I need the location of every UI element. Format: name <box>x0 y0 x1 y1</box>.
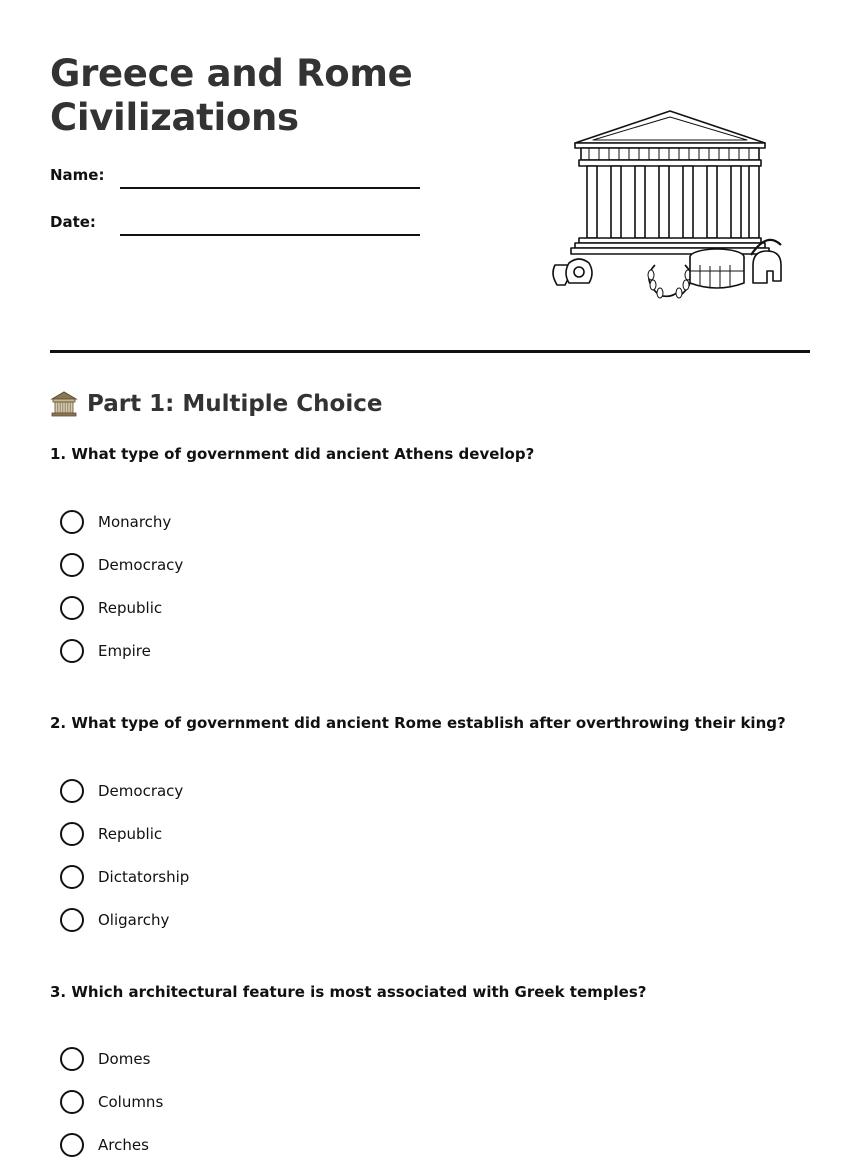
radio-button[interactable] <box>60 865 84 889</box>
radio-button[interactable] <box>60 510 84 534</box>
classical-building-icon <box>50 390 78 418</box>
question-3-option-1[interactable] <box>60 1046 150 1072</box>
question-3-option-2[interactable] <box>60 1089 163 1115</box>
question-1-option-2[interactable] <box>60 552 183 578</box>
question-3: 3. Which architectural feature is most associated with Greek temples? <box>50 983 647 1001</box>
option-label: Democracy <box>98 782 184 800</box>
title-line-2: Civilizations <box>50 96 299 139</box>
option-label: Columns <box>98 1093 164 1111</box>
header-divider <box>50 350 810 353</box>
section-header <box>50 388 382 420</box>
radio-button[interactable] <box>60 822 84 846</box>
section-title: Part 1: Multiple Choice <box>87 391 383 417</box>
name-field-line[interactable] <box>120 187 420 189</box>
option-label: Domes <box>98 1050 151 1068</box>
radio-button[interactable] <box>60 553 84 577</box>
question-1-option-4[interactable] <box>60 638 151 664</box>
date-field-line[interactable] <box>120 234 420 236</box>
radio-button[interactable] <box>60 596 84 620</box>
question-3-option-3[interactable] <box>60 1132 149 1158</box>
question-1-option-3[interactable] <box>60 595 162 621</box>
question-2-option-4[interactable] <box>60 907 169 933</box>
option-label: Empire <box>98 642 151 660</box>
question-2-option-3[interactable] <box>60 864 189 890</box>
radio-button[interactable] <box>60 1133 84 1157</box>
option-label: Republic <box>98 599 163 617</box>
option-label: Arches <box>98 1136 149 1154</box>
option-label: Democracy <box>98 556 184 574</box>
date-label: Date: <box>50 213 96 231</box>
radio-button[interactable] <box>60 1090 84 1114</box>
question-2-option-2[interactable] <box>60 821 162 847</box>
option-label: Dictatorship <box>98 868 190 886</box>
option-label: Republic <box>98 825 163 843</box>
greek-temple-illustration <box>545 105 785 305</box>
question-2-option-1[interactable] <box>60 778 183 804</box>
question-1: 1. What type of government did ancient Athens develop? <box>50 445 535 463</box>
title-line-1: Greece and Rome <box>50 52 413 95</box>
name-label: Name: <box>50 166 105 184</box>
option-label: Oligarchy <box>98 911 170 929</box>
worksheet-title <box>50 52 412 140</box>
radio-button[interactable] <box>60 639 84 663</box>
question-1-option-1[interactable] <box>60 509 171 535</box>
question-2: 2. What type of government did ancient Rome establish after overthrowing their king? <box>50 714 786 732</box>
radio-button[interactable] <box>60 779 84 803</box>
option-label: Monarchy <box>98 513 172 531</box>
radio-button[interactable] <box>60 908 84 932</box>
radio-button[interactable] <box>60 1047 84 1071</box>
